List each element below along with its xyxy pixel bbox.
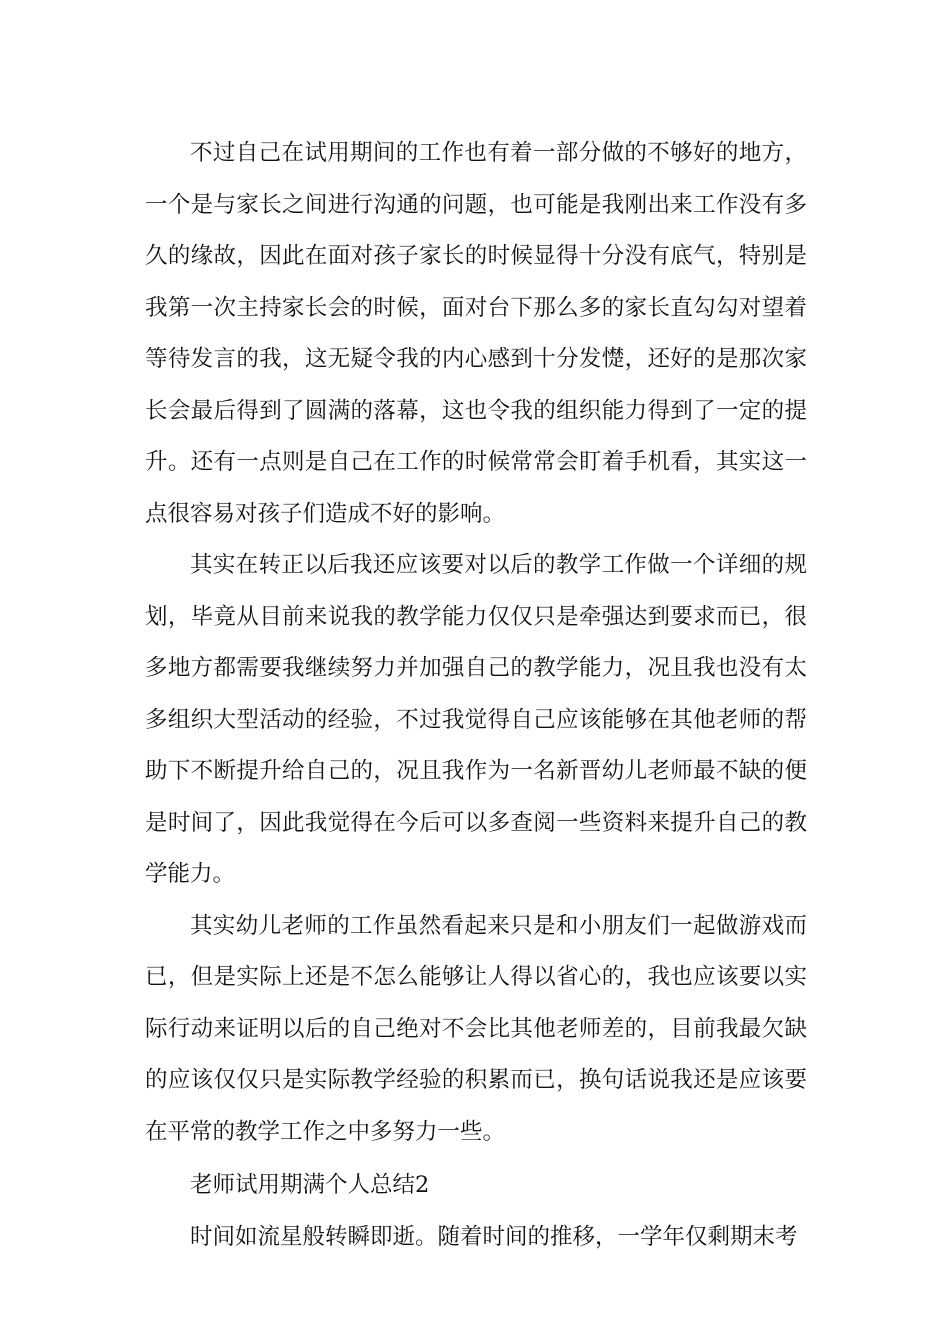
paragraph-2: 其实在转正以后我还应该要对以后的教学工作做一个详细的规划，毕竟从目前来说我的教学能力仅仅只是牵强达到要求而已，很多地方都需要我继续努力并加强自己的教学能力，况且我也没有太多组织大型活动的经验，不过我觉得自己应该能够在其他老师的帮助下不断提升给自己的，况且我作为一名新晋幼儿老师最不缺的便是时间了，因此我觉得在今后可以多查阅一些资料来提升自己的教学能力。 [145,552,807,887]
document-body [145,128,807,1263]
paragraph-1: 不过自己在试用期间的工作也有着一部分做的不够好的地方，一个是与家长之间进行沟通的问题，也可能是我刚出来工作没有多久的缘故，因此在面对孩子家长的时候显得十分没有底气，特别是我第一次主持家长会的时候，面对台下那么多的家长直勾勾对望着等待发言的我，这无疑令我的内心感到十分发憷，还好的是那次家长会最后得到了圆满的落幕，这也令我的组织能力得到了一定的提升。还有一点则是自己在工作的时候常常会盯着手机看，其实这一点很容易对孩子们造成不好的影响。 [145,140,807,527]
paragraph-3: 其实幼儿老师的工作虽然看起来只是和小朋友们一起做游戏而已，但是实际上还是不怎么能够让人得以省心的，我也应该要以实际行动来证明以后的自己绝对不会比其他老师差的，目前我最欠缺的应该仅仅只是实际教学经验的积累而已，换句话说我还是应该要在平常的教学工作之中多努力一些。 [145,912,807,1145]
section-title: 老师试用期满个人总结2 [190,1172,430,1198]
paragraph-4: 时间如流星般转瞬即逝。随着时间的推移，一学年仅剩期末考 [190,1223,798,1250]
